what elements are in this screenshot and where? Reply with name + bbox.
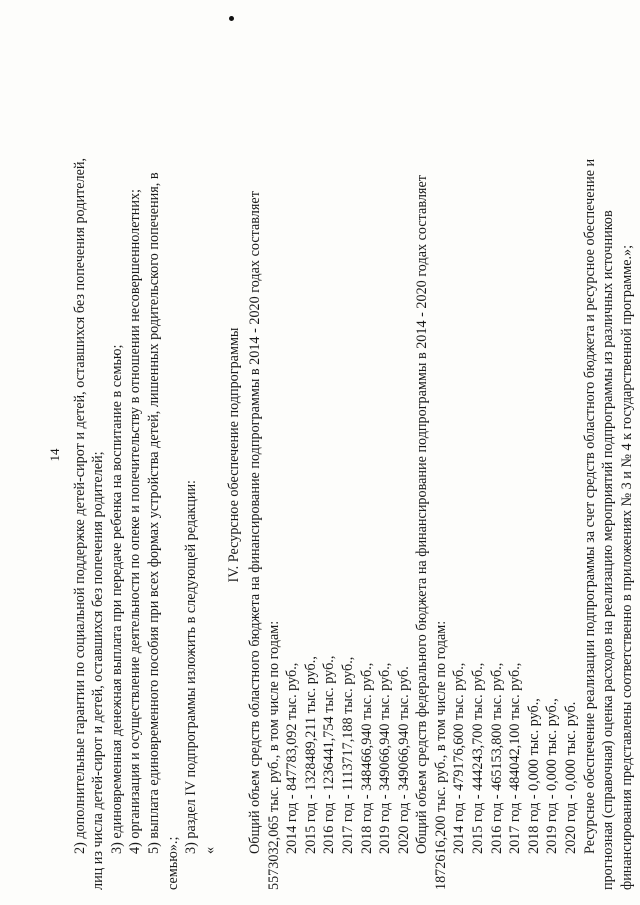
closing-line: Ресурсное обеспечение реализации подпрограммы за счет средств областного бюджета и ресурсное обеспечение и xyxy=(581,158,598,854)
list-item-3: 3) единовременная денежная выплата при передаче ребенка на воспитание в семью; xyxy=(108,344,125,854)
federal-year-row: 2020 год - 0,000 тыс. руб. xyxy=(563,701,580,854)
list-item-2-cont: лиц из числа детей-сирот и детей, оставшихся без попечения родителей; xyxy=(90,451,107,890)
page-number: 14 xyxy=(47,448,62,462)
regional-year-row: 2017 год - 1113717,188 тыс. руб., xyxy=(339,656,356,854)
regional-total: 5573032,065 тыс. руб., в том числе по годам: xyxy=(265,620,282,890)
regional-year-row: 2019 год - 349066,940 тыс. руб., xyxy=(377,662,394,854)
federal-year-row: 2015 год - 444243,700 тыс. руб., xyxy=(470,662,487,854)
regional-intro: Общий объем средств областного бюджета на финансирование подпрограммы в 2014 - 2020 годах составляет xyxy=(246,191,263,854)
regional-year-row: 2018 год - 348466,940 тыс. руб., xyxy=(358,662,375,854)
section-instruction: 3) раздел IV подпрограммы изложить в следующей редакции: xyxy=(183,480,200,854)
regional-year-row: 2016 год - 1236441,754 тыс. руб., xyxy=(321,655,338,854)
list-item-5: 5) выплата единовременного пособия при всех формах устройства детей, лишенных родительского попечения, в xyxy=(145,172,162,854)
list-item-4: 4) организация и осуществление деятельности по опеке и попечительству в отношении несовершеннолетних; xyxy=(127,189,144,854)
top-list xyxy=(71,20,220,890)
federal-year-row: 2017 год - 484042,100 тыс. руб., xyxy=(507,662,524,854)
regional-budget xyxy=(246,20,413,890)
regional-year-row: 2020 год - 349066,940 тыс. руб. xyxy=(395,666,412,854)
closing-paragraph xyxy=(581,20,637,890)
list-item-5-cont: семью».; xyxy=(164,836,181,890)
closing-line: прогнозная (справочная) оценка расходов на реализацию мероприятий подпрограммы из различных источников xyxy=(600,210,617,890)
list-item-2: 2) дополнительные гарантии по социальной поддержке детей-сирот и детей, оставшихся без попечения родителей, xyxy=(71,157,88,854)
federal-year-row: 2018 год - 0,000 тыс. руб., xyxy=(525,698,542,854)
federal-intro: Общий объем средств федерального бюджета на финансирование подпрограммы в 2014 - 2020 годах составляет xyxy=(414,175,431,854)
closing-line: финансирования представлены соответственно в приложениях № 3 и № 4 к государственной программе.»; xyxy=(618,244,635,890)
federal-year-row: 2016 год - 465153,800 тыс. руб., xyxy=(488,662,505,854)
federal-budget xyxy=(413,20,580,890)
rotated-text-block xyxy=(46,20,635,890)
federal-total: 1872616,200 тыс. руб., в том числе по годам: xyxy=(432,620,449,890)
open-quote: « xyxy=(201,846,218,854)
federal-year-row: 2019 год - 0,000 тыс. руб., xyxy=(544,698,561,854)
federal-year-row: 2014 год - 479176,600 тыс. руб., xyxy=(451,662,468,854)
regional-year-row: 2014 год - 847783,092 тыс. руб., xyxy=(284,662,301,854)
regional-year-row: 2015 год - 1328489,211 тыс. руб., xyxy=(302,656,319,854)
section-heading: IV. Ресурсное обеспечение подпрограммы xyxy=(226,327,243,583)
